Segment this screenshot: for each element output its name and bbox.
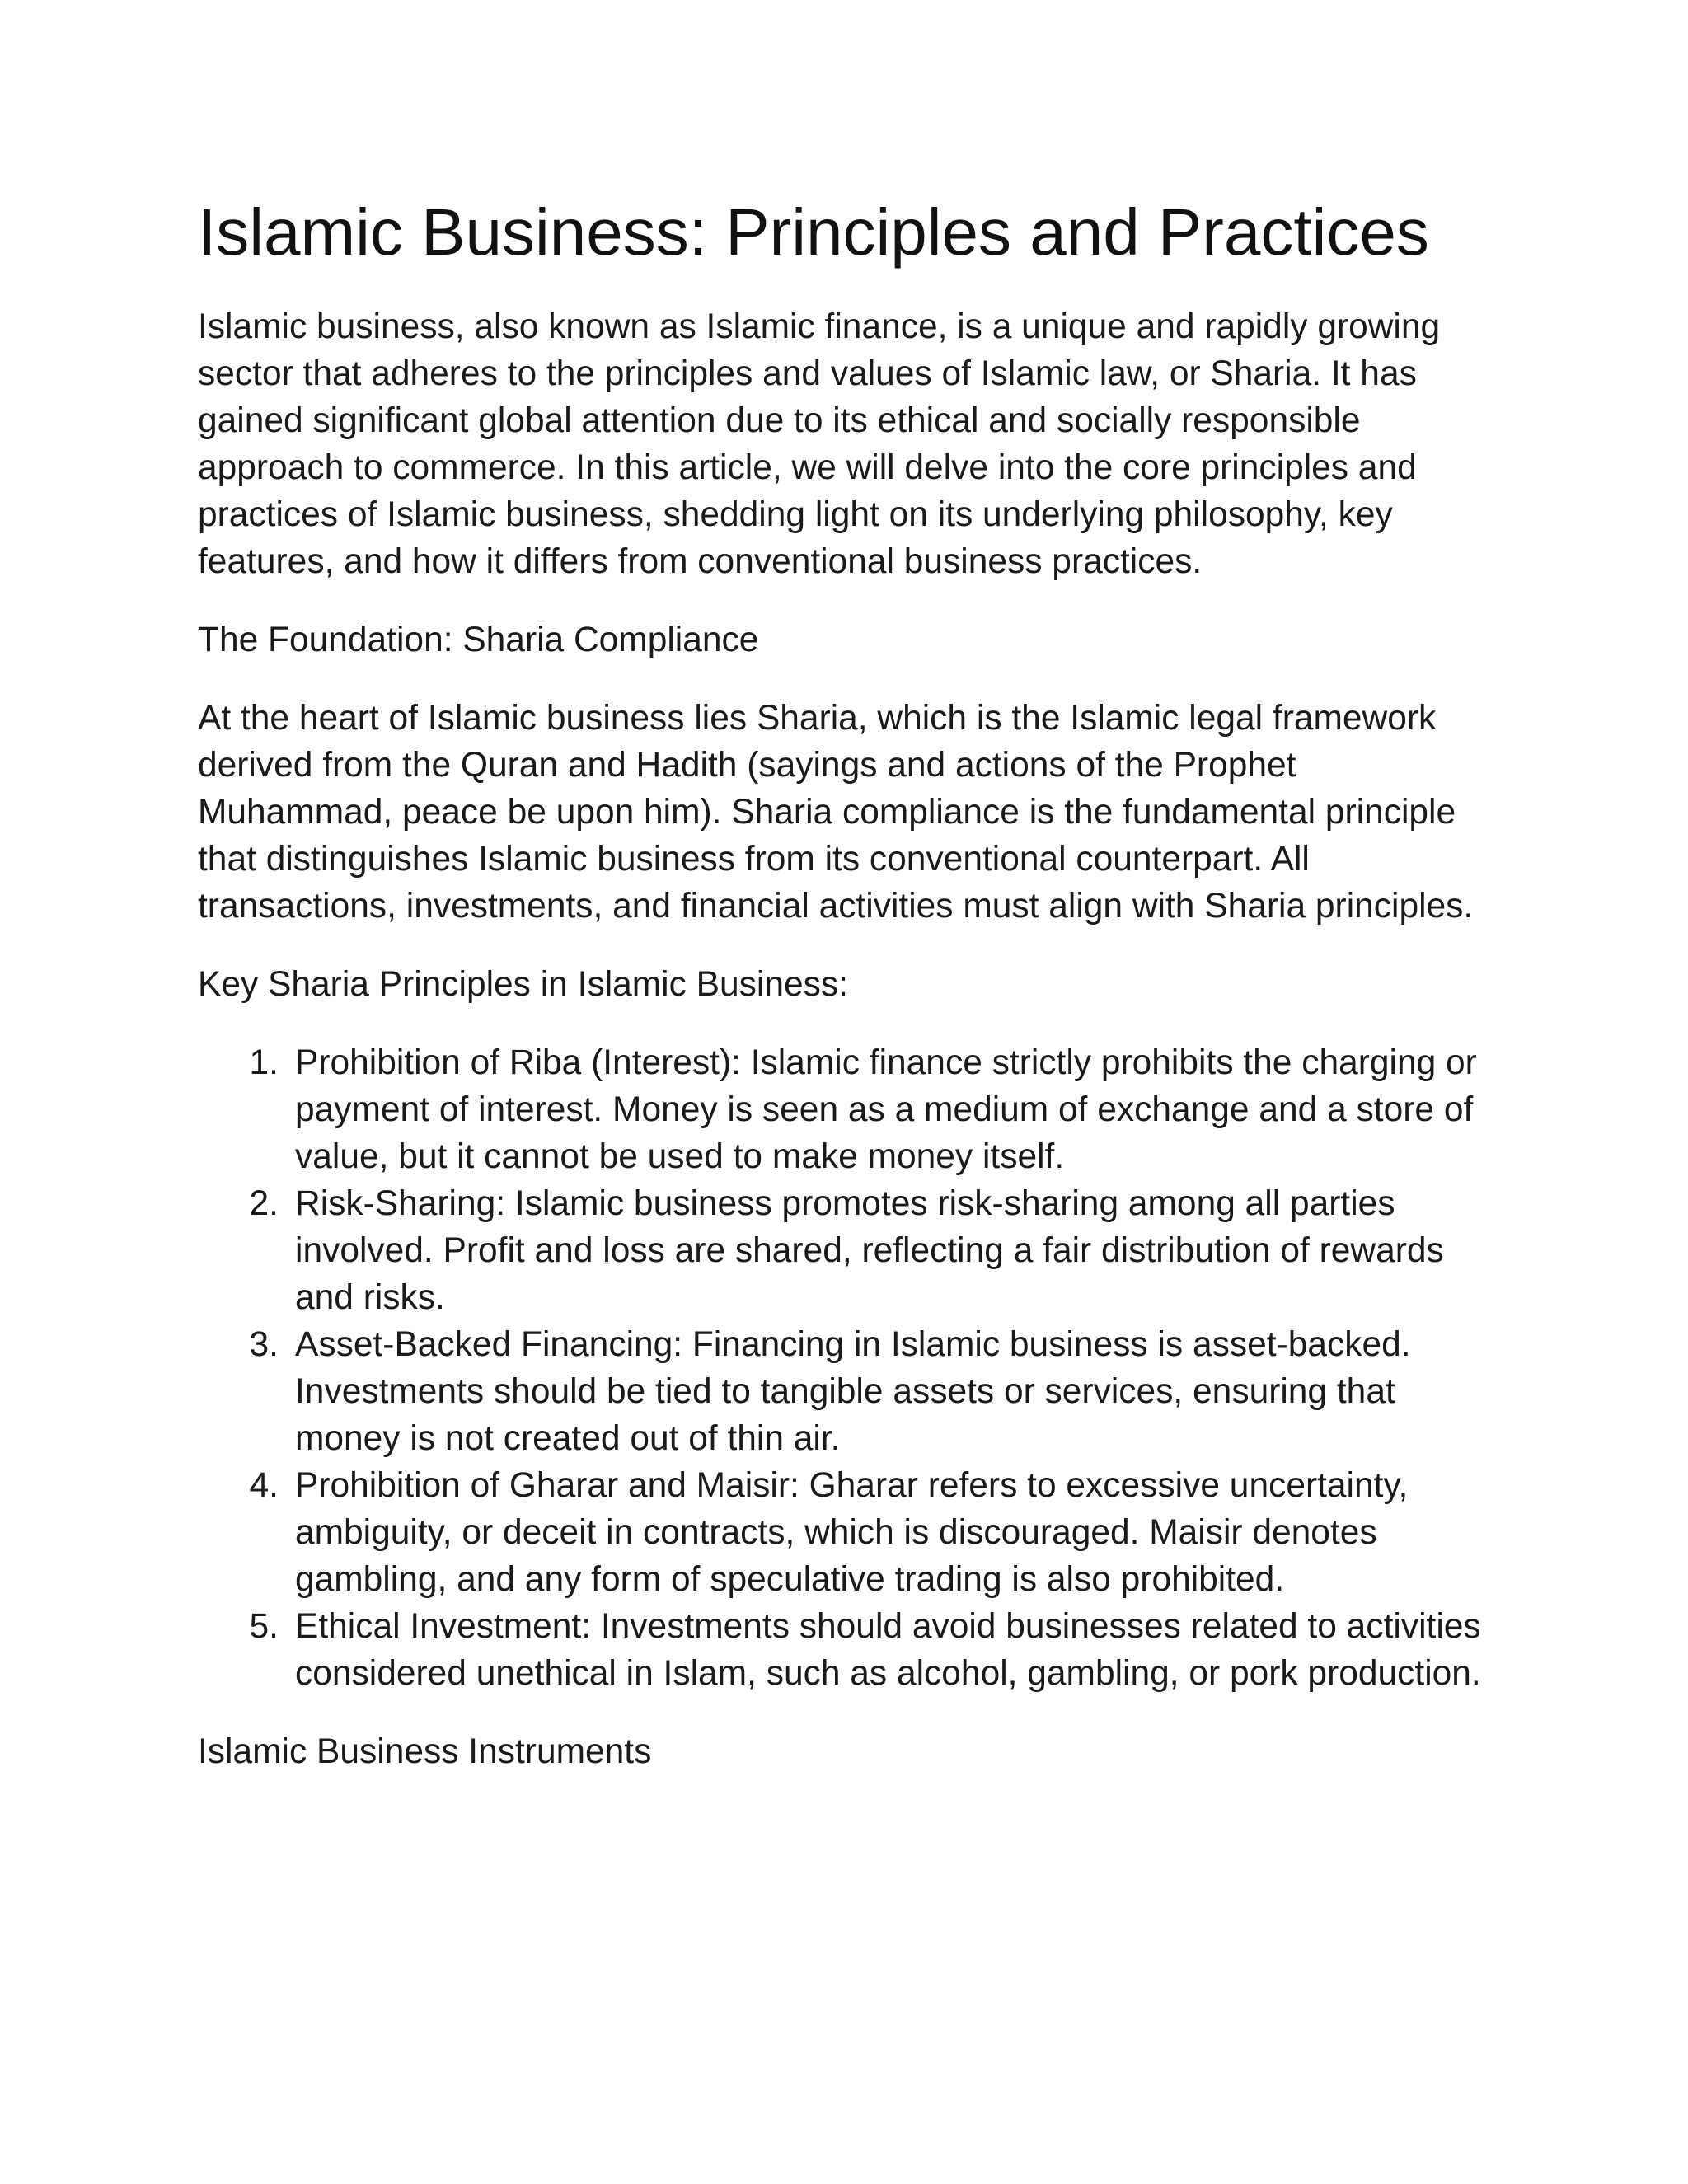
list-item-text: Ethical Investment: Investments should avoid businesses related to activities considered unethical in Islam, such as alcohol, gambling, or pork production. xyxy=(295,1607,1481,1693)
section-heading-key-principles: Key Sharia Principles in Islamic Business: xyxy=(198,965,848,1004)
list-item-number: 4. xyxy=(249,1466,279,1505)
principles-list xyxy=(198,1039,1500,1697)
list-item xyxy=(198,1321,1500,1462)
list-item-number: 2. xyxy=(249,1184,279,1223)
list-item-text: Prohibition of Gharar and Maisir: Gharar refers to excessive uncertainty, ambiguity, or deceit in contracts, which is discouraged. Maisir denotes gambling, and any form of speculative trading is also prohibited. xyxy=(295,1466,1409,1599)
section-heading-sharia-compliance: The Foundation: Sharia Compliance xyxy=(198,621,759,659)
list-item-text: Risk-Sharing: Islamic business promotes risk-sharing among all parties involved. Profit and loss are shared, reflecting a fair distribution of rewards and risks. xyxy=(295,1184,1444,1317)
list-item xyxy=(198,1039,1500,1180)
intro-paragraph: Islamic business, also known as Islamic finance, is a unique and rapidly growing sector that adheres to the principles and values of Islamic law, or Sharia. It has gained significant global attention due to its ethical and socially responsible approach to commerce. In this article, we will delve into the core principles and practices of Islamic business, shedding light on its underlying philosophy, key features, and how it differs from conventional business practices. xyxy=(198,307,1441,581)
list-item-number: 3. xyxy=(249,1325,279,1364)
list-item xyxy=(198,1462,1500,1603)
sharia-compliance-paragraph: At the heart of Islamic business lies Sharia, which is the Islamic legal framework derived from the Quran and Hadith (sayings and actions of the Prophet Muhammad, peace be upon him). Sharia compliance is the fundamental principle that distinguishes Islamic business from its conventional counterpart. All transactions, investments, and financial activities must align with Sharia principles. xyxy=(198,699,1474,926)
list-item-number: 5. xyxy=(249,1607,279,1646)
list-item-text: Prohibition of Riba (Interest): Islamic finance strictly prohibits the charging or payment of interest. Money is seen as a medium of exchange and a store of value, but it cannot be used to make money itself. xyxy=(295,1043,1477,1176)
list-item xyxy=(198,1180,1500,1321)
section-heading-instruments: Islamic Business Instruments xyxy=(198,1732,652,1771)
document-title: Islamic Business: Principles and Practices xyxy=(198,195,1429,269)
list-item xyxy=(198,1603,1500,1697)
list-item-text: Asset-Backed Financing: Financing in Islamic business is asset-backed. Investments should be tied to tangible assets or services, ensuring that money is not created out of thin air. xyxy=(295,1325,1411,1458)
document-page xyxy=(198,191,1500,1807)
list-item-number: 1. xyxy=(249,1043,279,1082)
